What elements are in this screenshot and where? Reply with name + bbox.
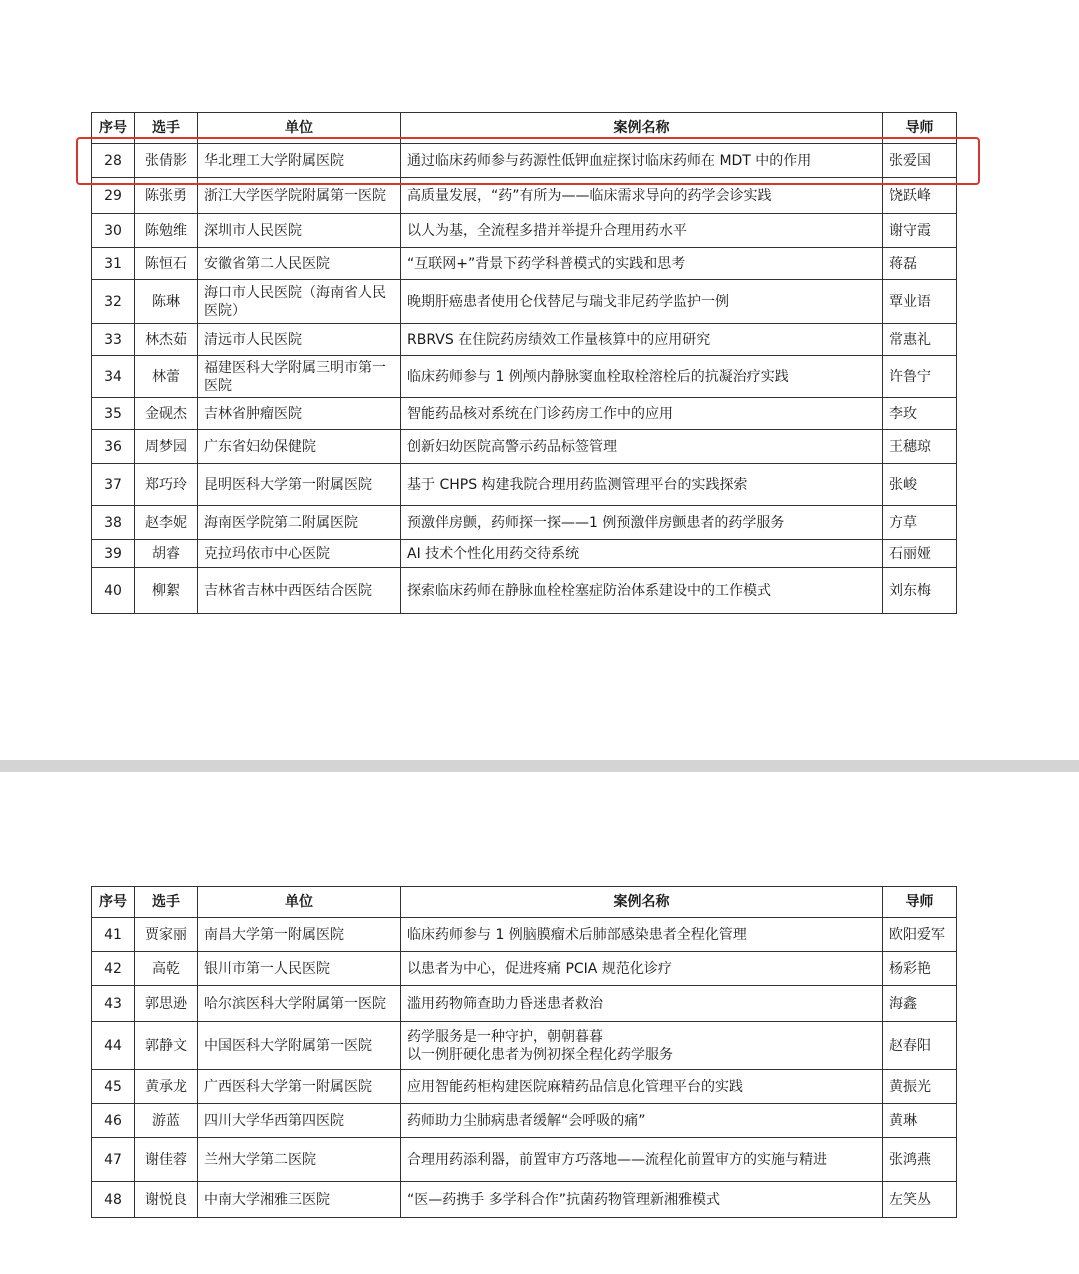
- cell-no: 29: [92, 178, 135, 214]
- cell-no: 44: [92, 1022, 135, 1070]
- cell-no: 31: [92, 248, 135, 280]
- header-no: 序号: [92, 887, 135, 918]
- table-row: [92, 1138, 957, 1182]
- cell-case: “医—药携手 多学科合作”抗菌药物管理新湘雅模式: [401, 1182, 883, 1218]
- cell-player: 林杰茹: [135, 324, 198, 356]
- cell-unit: 昆明医科大学第一附属医院: [198, 464, 401, 506]
- cell-player: 郑巧玲: [135, 464, 198, 506]
- table-row: [92, 1022, 957, 1070]
- cell-unit: 广东省妇幼保健院: [198, 430, 401, 464]
- cell-tutor: 饶跃峰: [883, 178, 957, 214]
- cell-unit: 广西医科大学第一附属医院: [198, 1070, 401, 1104]
- cell-case: [401, 1022, 883, 1070]
- cell-unit: 海南医学院第二附属医院: [198, 506, 401, 540]
- cell-tutor: 刘东梅: [883, 568, 957, 614]
- cell-tutor: 欧阳爱军: [883, 918, 957, 952]
- cell-no: 42: [92, 952, 135, 986]
- cell-no: 30: [92, 214, 135, 248]
- cell-unit: 银川市第一人民医院: [198, 952, 401, 986]
- table-row: [92, 280, 957, 324]
- cell-no: 34: [92, 356, 135, 398]
- table-row: [92, 356, 957, 398]
- cell-case: 药师助力尘肺病患者缓解“会呼吸的痛”: [401, 1104, 883, 1138]
- cell-tutor: 左笑丛: [883, 1182, 957, 1218]
- cell-tutor: 李玫: [883, 398, 957, 430]
- table-row: [92, 144, 957, 178]
- cell-no: 48: [92, 1182, 135, 1218]
- table-row: [92, 214, 957, 248]
- header-tutor: 导师: [883, 887, 957, 918]
- cell-unit: 南昌大学第一附属医院: [198, 918, 401, 952]
- header-player: 选手: [135, 887, 198, 918]
- cell-no: 36: [92, 430, 135, 464]
- cell-no: 43: [92, 986, 135, 1022]
- cell-player: 郭静文: [135, 1022, 198, 1070]
- cell-unit: 哈尔滨医科大学附属第一医院: [198, 986, 401, 1022]
- table-row: [92, 398, 957, 430]
- table-row: [92, 1182, 957, 1218]
- cell-case: 晚期肝癌患者使用仑伐替尼与瑞戈非尼药学监护一例: [401, 280, 883, 324]
- cell-case: “互联网+”背景下药学科普模式的实践和思考: [401, 248, 883, 280]
- cell-unit: 四川大学华西第四医院: [198, 1104, 401, 1138]
- table-row: [92, 248, 957, 280]
- table-row: [92, 506, 957, 540]
- cell-tutor: 海鑫: [883, 986, 957, 1022]
- cell-no: 41: [92, 918, 135, 952]
- cell-case: 高质量发展，“药”有所为——临床需求导向的药学会诊实践: [401, 178, 883, 214]
- cell-player: 谢悦良: [135, 1182, 198, 1218]
- cell-unit: 吉林省肿瘤医院: [198, 398, 401, 430]
- header-unit: 单位: [198, 113, 401, 144]
- page-divider: [0, 760, 1079, 772]
- cell-player: 游蓝: [135, 1104, 198, 1138]
- cell-player: 赵李妮: [135, 506, 198, 540]
- cell-player: 陈琳: [135, 280, 198, 324]
- cell-player: 郭思逊: [135, 986, 198, 1022]
- header-unit: 单位: [198, 887, 401, 918]
- cell-no: 39: [92, 540, 135, 568]
- cell-player: 黄承龙: [135, 1070, 198, 1104]
- cell-tutor: 黄琳: [883, 1104, 957, 1138]
- cell-unit: 福建医科大学附属三明市第一医院: [198, 356, 401, 398]
- cell-case: RBRVS 在住院药房绩效工作量核算中的应用研究: [401, 324, 883, 356]
- cell-tutor: 许鲁宁: [883, 356, 957, 398]
- cell-player: 高乾: [135, 952, 198, 986]
- cell-tutor: 方草: [883, 506, 957, 540]
- cell-tutor: 张峻: [883, 464, 957, 506]
- cell-unit: 浙江大学医学院附属第一医院: [198, 178, 401, 214]
- table-header-row: [92, 887, 957, 918]
- cell-case: 探索临床药师在静脉血栓栓塞症防治体系建设中的工作模式: [401, 568, 883, 614]
- cell-unit: 中南大学湘雅三医院: [198, 1182, 401, 1218]
- cell-case: 预激伴房颤，药师探一探——1 例预激伴房颤患者的药学服务: [401, 506, 883, 540]
- cell-no: 37: [92, 464, 135, 506]
- table-row: [92, 540, 957, 568]
- cell-tutor: 蒋磊: [883, 248, 957, 280]
- header-tutor: 导师: [883, 113, 957, 144]
- header-case: 案例名称: [401, 887, 883, 918]
- cell-player: 陈勉维: [135, 214, 198, 248]
- header-no: 序号: [92, 113, 135, 144]
- table-row: [92, 178, 957, 214]
- cell-no: 40: [92, 568, 135, 614]
- cell-no: 46: [92, 1104, 135, 1138]
- cell-tutor: 王穗琼: [883, 430, 957, 464]
- cell-player: 周梦园: [135, 430, 198, 464]
- cell-player: 张倩影: [135, 144, 198, 178]
- cell-player: 陈张勇: [135, 178, 198, 214]
- cell-no: 38: [92, 506, 135, 540]
- cell-unit: 清远市人民医院: [198, 324, 401, 356]
- cell-unit: 兰州大学第二医院: [198, 1138, 401, 1182]
- cell-case: 以人为基，全流程多措并举提升合理用药水平: [401, 214, 883, 248]
- table-row: [92, 1104, 957, 1138]
- cell-no: 28: [92, 144, 135, 178]
- cell-tutor: 张爱国: [883, 144, 957, 178]
- cell-case: 滥用药物筛查助力昏迷患者救治: [401, 986, 883, 1022]
- cell-unit: 吉林省吉林中西医结合医院: [198, 568, 401, 614]
- cell-player: 陈恒石: [135, 248, 198, 280]
- cell-case: 创新妇幼医院高警示药品标签管理: [401, 430, 883, 464]
- cell-case: 合理用药添利器，前置审方巧落地——流程化前置审方的实施与精进: [401, 1138, 883, 1182]
- cell-no: 45: [92, 1070, 135, 1104]
- cell-unit: 海口市人民医院（海南省人民医院）: [198, 280, 401, 324]
- table-row: [92, 464, 957, 506]
- table-header-row: [92, 113, 957, 144]
- results-table-top: [91, 112, 957, 614]
- cell-player: 贾家丽: [135, 918, 198, 952]
- cell-case: 应用智能药柜构建医院麻精药品信息化管理平台的实践: [401, 1070, 883, 1104]
- case-line-1: 药学服务是一种守护，朝朝暮暮: [407, 1028, 603, 1045]
- cell-unit: 中国医科大学附属第一医院: [198, 1022, 401, 1070]
- cell-case: 临床药师参与 1 例脑膜瘤术后肺部感染患者全程化管理: [401, 918, 883, 952]
- cell-tutor: 石丽娅: [883, 540, 957, 568]
- cell-tutor: 谢守霞: [883, 214, 957, 248]
- cell-no: 35: [92, 398, 135, 430]
- cell-player: 胡睿: [135, 540, 198, 568]
- header-case: 案例名称: [401, 113, 883, 144]
- cell-case: 通过临床药师参与药源性低钾血症探讨临床药师在 MDT 中的作用: [401, 144, 883, 178]
- table-row: [92, 986, 957, 1022]
- cell-no: 32: [92, 280, 135, 324]
- cell-tutor: 覃业语: [883, 280, 957, 324]
- cell-tutor: 张鸿燕: [883, 1138, 957, 1182]
- cell-tutor: 常惠礼: [883, 324, 957, 356]
- cell-case: AI 技术个性化用药交待系统: [401, 540, 883, 568]
- table-row: [92, 430, 957, 464]
- page-bottom: [0, 772, 1079, 1274]
- cell-case: 基于 CHPS 构建我院合理用药监测管理平台的实践探索: [401, 464, 883, 506]
- header-player: 选手: [135, 113, 198, 144]
- cell-case: 智能药品核对系统在门诊药房工作中的应用: [401, 398, 883, 430]
- cell-player: 金砚杰: [135, 398, 198, 430]
- cell-case: 临床药师参与 1 例颅内静脉窦血栓取栓溶栓后的抗凝治疗实践: [401, 356, 883, 398]
- cell-tutor: 赵春阳: [883, 1022, 957, 1070]
- cell-unit: 深圳市人民医院: [198, 214, 401, 248]
- cell-no: 33: [92, 324, 135, 356]
- cell-tutor: 杨彩艳: [883, 952, 957, 986]
- cell-no: 47: [92, 1138, 135, 1182]
- cell-player: 谢佳蓉: [135, 1138, 198, 1182]
- cell-player: 柳絮: [135, 568, 198, 614]
- cell-player: 林蕾: [135, 356, 198, 398]
- table-row: [92, 918, 957, 952]
- results-table-bottom: [91, 886, 957, 1218]
- cell-case: 以患者为中心，促进疼痛 PCIA 规范化诊疗: [401, 952, 883, 986]
- cell-unit: 华北理工大学附属医院: [198, 144, 401, 178]
- case-line-2: 以一例肝硬化患者为例初探全程化药学服务: [407, 1046, 673, 1063]
- table-row: [92, 1070, 957, 1104]
- table-row: [92, 952, 957, 986]
- table-row: [92, 568, 957, 614]
- cell-unit: 安徽省第二人民医院: [198, 248, 401, 280]
- cell-unit: 克拉玛依市中心医院: [198, 540, 401, 568]
- cell-tutor: 黄振光: [883, 1070, 957, 1104]
- table-row: [92, 324, 957, 356]
